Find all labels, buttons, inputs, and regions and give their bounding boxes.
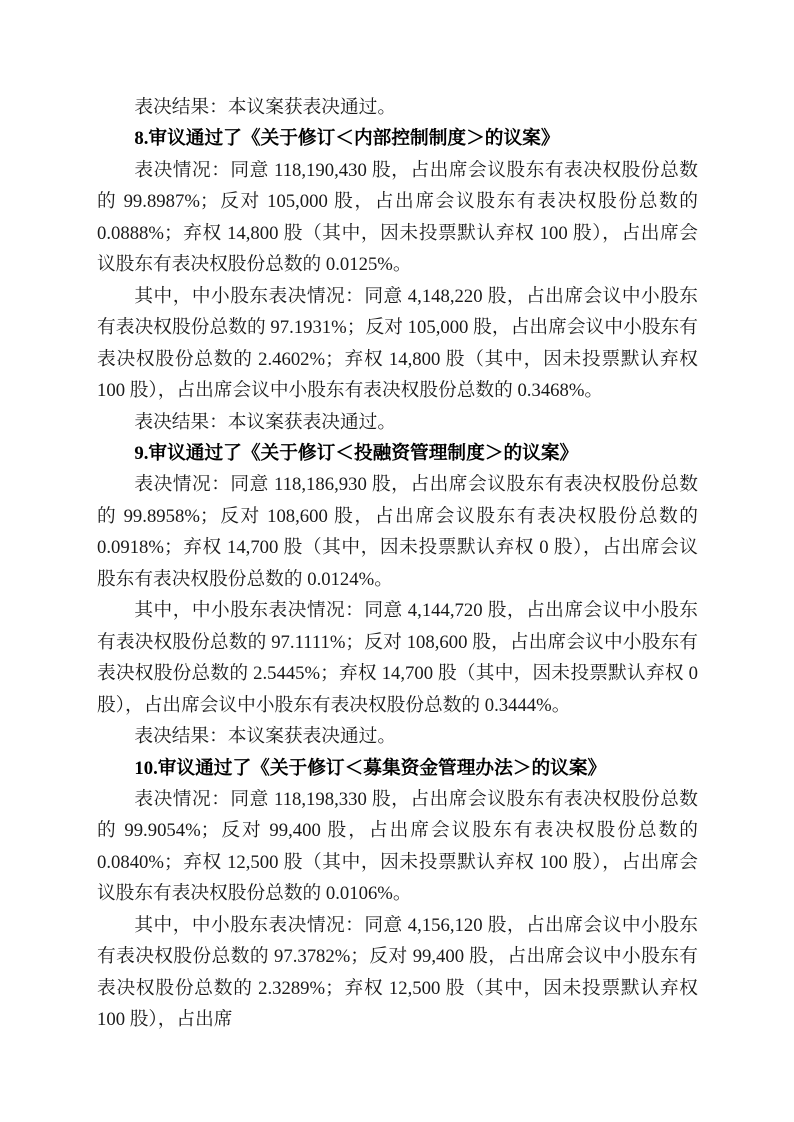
vote-detail-paragraph: 表决情况：同意 118,186,930 股，占出席会议股东有表决权股份总数的 99.8958%；反对 108,600 股，占出席会议股东有表决权股份总数的 0.0918%；弃权 14,700 股（其中，因未投票默认弃权 0 股），占出席会议股东有表决权股份总数的 0.0124%。 — [97, 474, 698, 590]
vote-detail-paragraph: 其中，中小股东表决情况：同意 4,148,220 股，占出席会议中小股东有表决权股份总数的 97.1931%；反对 105,000 股，占出席会议中小股东有表决权股份总数的 2.4602%；弃权 14,800 股（其中，因未投票默认弃权 100 股），占出席会议中小股东有表决权股份总数的 0.3468%。 — [97, 285, 698, 402]
vote-detail-paragraph: 其中，中小股东表决情况：同意 4,156,120 股，占出席会议中小股东有表决权股份总数的 97.3782%；反对 99,400 股，占出席会议中小股东有表决权股份总数的 2.3289%；弃权 12,500 股（其中，因未投票默认弃权 100 股），占出席 — [97, 914, 698, 1031]
vote-result-line: 表决结果：本议案获表决通过。 — [134, 726, 397, 748]
document-content — [97, 92, 698, 1036]
vote-result-line: 表决结果：本议案获表决通过。 — [134, 97, 397, 118]
vote-detail-paragraph: 其中，中小股东表决情况：同意 4,144,720 股，占出席会议中小股东有表决权股份总数的 97.1111%；反对 108,600 股，占出席会议中小股东有表决权股份总数的 2.5445%；弃权 14,700 股（其中，因未投票默认弃权 0 股），占出席会议中小股东有表决权股份总数的 0.3444%。 — [97, 600, 698, 716]
vote-detail-paragraph: 表决情况：同意 118,190,430 股，占出席会议股东有表决权股份总数的 99.8987%；反对 105,000 股，占出席会议股东有表决权股份总数的 0.0888%；弃权 14,800 股（其中，因未投票默认弃权 100 股），占出席会议股东有表决权股份总数的 0.0125%。 — [97, 159, 698, 276]
proposal-heading: 9.审议通过了《关于修订＜投融资管理制度＞的议案》 — [134, 442, 579, 464]
vote-result-line: 表决结果：本议案获表决通过。 — [134, 411, 397, 433]
vote-detail-paragraph: 表决情况：同意 118,198,330 股，占出席会议股东有表决权股份总数的 99.9054%；反对 99,400 股，占出席会议股东有表决权股份总数的 0.0840%；弃权 12,500 股（其中，因未投票默认弃权 100 股），占出席会议股东有表决权股份总数的 0.0106%。 — [97, 788, 698, 905]
proposal-heading: 10.审议通过了《关于修订＜募集资金管理办法＞的议案》 — [134, 757, 607, 779]
proposal-heading: 8.审议通过了《关于修订＜内部控制制度＞的议案》 — [134, 128, 560, 150]
